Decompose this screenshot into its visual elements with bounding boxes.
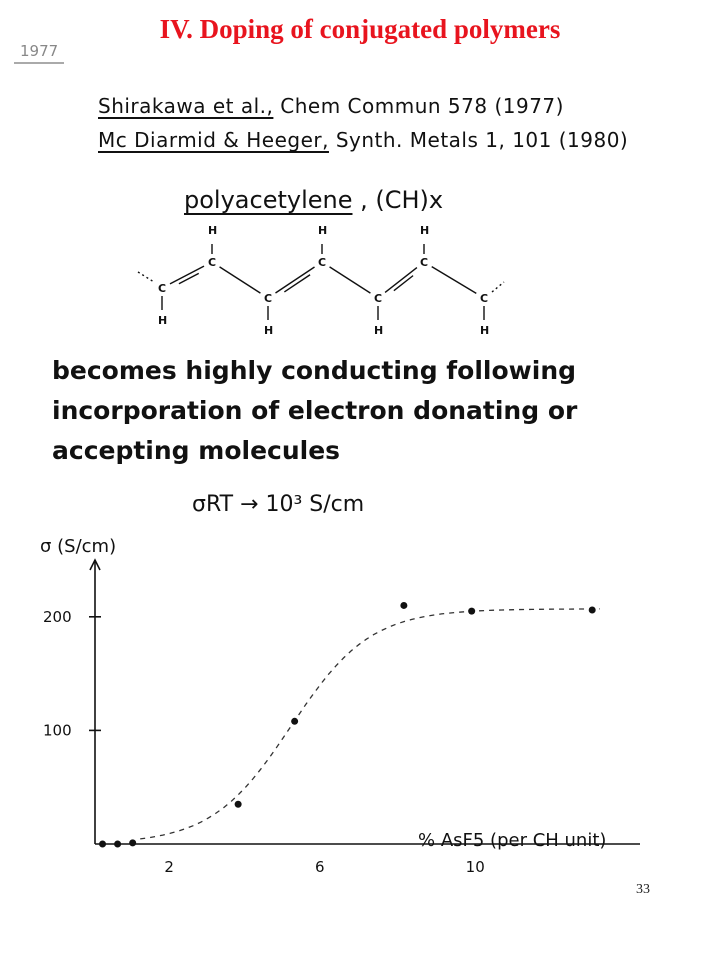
- page-number: 33: [636, 882, 650, 897]
- carbon-atom: C: [374, 292, 383, 305]
- description-line-3: accepting molecules: [52, 436, 341, 465]
- hydrogen-atom: H: [374, 324, 384, 337]
- carbon-atom: C: [208, 256, 217, 269]
- hydrogen-atom: H: [420, 224, 430, 237]
- data-point: [400, 602, 407, 609]
- reference-2-journal: Synth. Metals 1, 101 (1980): [335, 128, 629, 152]
- y-tick-label: 100: [43, 721, 72, 740]
- x-tick-label: 2: [164, 858, 174, 876]
- x-axis-label: % AsF5 (per CH unit): [418, 830, 607, 851]
- carbon-atom: C: [420, 256, 429, 269]
- y-axis-label: σ (S/cm): [40, 536, 117, 557]
- polymer-name: polyacetylene: [184, 186, 353, 214]
- hydrogen-atom: H: [264, 324, 274, 337]
- reference-1-authors: Shirakawa et al.,: [98, 94, 274, 118]
- x-tick-label: 10: [465, 858, 485, 876]
- data-point: [235, 801, 242, 808]
- data-point: [468, 608, 475, 615]
- fit-curve: [140, 609, 600, 839]
- hydrogen-atom: H: [158, 314, 168, 327]
- data-point: [291, 718, 298, 725]
- conductivity-equation: σRT → 10³ S/cm: [192, 492, 365, 517]
- data-point: [589, 606, 596, 613]
- reference-1-journal: Chem Commun 578 (1977): [280, 94, 564, 118]
- carbon-atom: C: [158, 282, 167, 295]
- carbon-atom: C: [318, 256, 327, 269]
- data-point: [99, 841, 106, 848]
- hydrogen-atom: H: [318, 224, 328, 237]
- slide-title: IV. Doping of conjugated polymers: [159, 14, 561, 44]
- year-note: 1977: [14, 40, 64, 64]
- x-tick-label: 6: [315, 858, 325, 876]
- description-line-2: incorporation of electron donating or: [52, 396, 578, 425]
- polymer-formula: , (CH)x: [360, 186, 444, 214]
- carbon-atom: C: [480, 292, 489, 305]
- data-point: [114, 841, 121, 848]
- hydrogen-atom: H: [480, 324, 490, 337]
- hydrogen-atom: H: [208, 224, 218, 237]
- data-point: [129, 839, 136, 846]
- carbon-atom: C: [264, 292, 273, 305]
- reference-2-authors: Mc Diarmid & Heeger,: [98, 128, 329, 152]
- description-line-1: becomes highly conducting following: [52, 356, 577, 385]
- y-tick-label: 200: [43, 607, 72, 626]
